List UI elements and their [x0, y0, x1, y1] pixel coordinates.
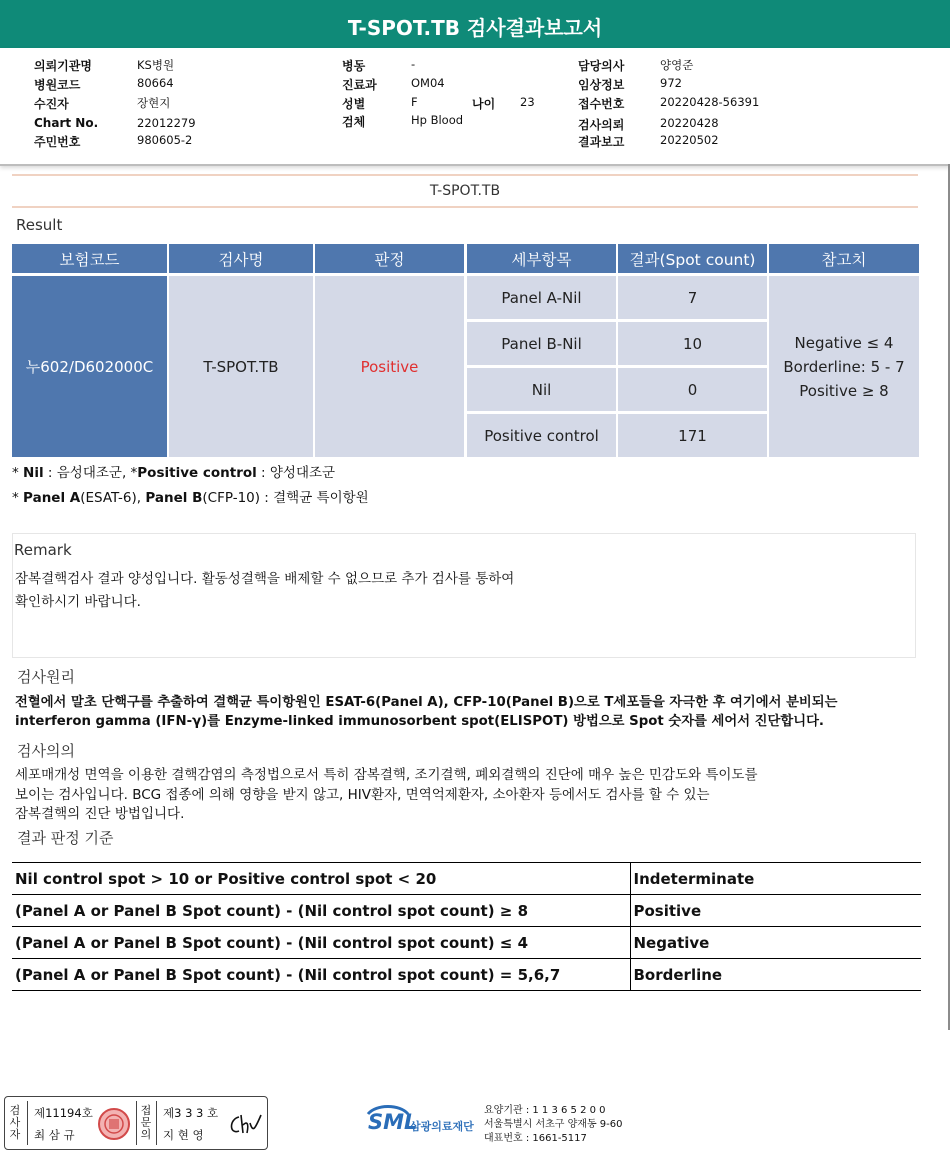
header-value: 980605-2 — [137, 133, 193, 147]
header-label: 검체 — [342, 115, 366, 129]
significance-line: 보이는 검사입니다. BCG 접종에 의해 영향을 받지 않고, HIV환자, 면역억제환자, 소아환자 등에서도 검사를 할 수 있는 — [15, 787, 710, 803]
examiner-label: 검 사 자 — [9, 1104, 21, 1141]
header-insurance-code: 보험코드 — [12, 244, 167, 273]
report-footer — [0, 1082, 950, 1160]
criteria-label: 결과 판정 기준 — [17, 829, 114, 847]
header-label: Chart No. — [34, 116, 99, 130]
table-row — [12, 927, 921, 959]
header-value: Hp Blood — [411, 113, 464, 127]
examiner-name: 최 삼 규 — [34, 1128, 75, 1142]
divider — [12, 174, 918, 176]
header-value: F — [411, 95, 418, 109]
detail-item-cell: Panel B-Nil — [467, 322, 616, 365]
result-table — [12, 244, 919, 457]
header-value: 22012279 — [137, 116, 196, 130]
significance-line: 잠복결핵의 진단 방법입니다. — [15, 806, 185, 822]
header-value: 20220428 — [660, 116, 719, 130]
header-value: 972 — [660, 76, 682, 90]
report-title: T-SPOT.TB 검사결과보고서 — [0, 0, 950, 48]
divider — [27, 1101, 28, 1145]
header-label: 병원코드 — [34, 78, 81, 92]
header-spot-count: 결과(Spot count) — [618, 244, 767, 273]
judgement-cell: Positive — [315, 276, 464, 457]
confirmer-name: 지 현 영 — [163, 1128, 204, 1142]
table-row — [12, 863, 921, 895]
confirmer-label: 접 문 의 — [140, 1104, 152, 1141]
significance-label: 검사의의 — [17, 742, 75, 760]
test-name-cell: T-SPOT.TB — [169, 276, 313, 457]
note-controls: * Nil : 음성대조군, *Positive control : 양성대조군 — [12, 465, 336, 481]
reference-borderline: Borderline: 5 - 7 — [783, 357, 905, 376]
remark-line: 잠복결핵검사 결과 양성입니다. 활동성결핵을 배제할 수 없으므로 추가 검사를 통하여 — [15, 571, 515, 587]
result-label: Result — [16, 216, 63, 234]
header-reference: 참고치 — [769, 244, 919, 273]
spot-count-cell: 171 — [618, 414, 767, 457]
confirmer-number: 제3 3 3 호 — [163, 1106, 219, 1120]
spot-count-cell: 7 — [618, 276, 767, 319]
header-value: OM04 — [411, 76, 445, 90]
examiner-number: 제11194호 — [34, 1106, 93, 1120]
header-judgement: 판정 — [315, 244, 464, 273]
principle-line: 전혈에서 말초 단핵구를 추출하여 결핵균 특이항원인 ESAT-6(Panel A), CFP-10(Panel B)으로 T세포들을 자극한 후 여기에서 분비되는 — [15, 695, 838, 710]
insurance-code-cell: 누602/D602000C — [12, 276, 167, 457]
header-label: 진료과 — [342, 78, 377, 92]
age-label: 나이 — [472, 97, 496, 111]
seal-icon — [97, 1107, 131, 1141]
header-label: 검사의뢰 — [578, 118, 625, 132]
header-label: 담당의사 — [578, 59, 625, 73]
remark-label: Remark — [14, 541, 72, 559]
header-value: KS병원 — [137, 58, 175, 72]
header-label: 접수번호 — [578, 97, 625, 111]
spot-count-cell: 10 — [618, 322, 767, 365]
header-value: 장현지 — [137, 96, 171, 110]
table-row — [12, 895, 921, 927]
header-label: 주민번호 — [34, 135, 81, 149]
org-phone: 대표번호 : 1661-5117 — [484, 1133, 587, 1144]
header-value: 20220502 — [660, 133, 719, 147]
criteria-table — [12, 862, 921, 991]
detail-item-cell: Panel A-Nil — [467, 276, 616, 319]
signature-box — [4, 1096, 268, 1150]
section-name: T-SPOT.TB — [429, 183, 501, 199]
signature-icon — [225, 1109, 265, 1139]
criteria-result: Borderline — [630, 959, 921, 991]
note-antigens: * Panel A(ESAT-6), Panel B(CFP-10) : 결핵균 특이항원 — [12, 490, 369, 506]
header-test-name: 검사명 — [169, 244, 313, 273]
spot-count-cell: 0 — [618, 368, 767, 411]
remark-line: 확인하시기 바랍니다. — [15, 594, 141, 610]
criteria-result: Positive — [630, 895, 921, 927]
org-address: 서울특별시 서초구 양재동 9-60 — [484, 1119, 623, 1130]
criteria-condition: (Panel A or Panel B Spot count) - (Nil control spot count) ≤ 4 — [12, 927, 630, 959]
patient-header — [0, 48, 950, 166]
header-label: 결과보고 — [578, 135, 625, 149]
header-label: 의뢰기관명 — [34, 59, 92, 73]
reference-negative: Negative ≤ 4 — [794, 333, 894, 352]
header-value: 80664 — [137, 76, 174, 90]
logo-text: SML — [368, 1110, 418, 1134]
principle-label: 검사원리 — [17, 668, 75, 686]
header-value: 양영준 — [660, 58, 694, 72]
criteria-condition: Nil control spot > 10 or Positive control spot < 20 — [12, 863, 630, 895]
header-label: 수진자 — [34, 97, 69, 111]
org-code: 요양기관 : 1 1 3 6 5 2 0 0 — [484, 1105, 606, 1116]
reference-positive: Positive ≥ 8 — [799, 381, 889, 400]
table-row — [12, 959, 921, 991]
reference-cell — [769, 276, 919, 457]
org-name: 삼광의료재단 — [410, 1120, 474, 1133]
principle-line: interferon gamma (IFN-γ)를 Enzyme-linked immunosorbent spot(ELISPOT) 방법으로 Spot 숫자를 세어서 진단합니다. — [15, 714, 824, 729]
significance-line: 세포매개성 면역을 이용한 결핵감염의 측정법으로서 특히 잠복결핵, 조기결핵, 폐외결핵의 진단에 매우 높은 민감도와 특이도를 — [15, 767, 758, 783]
header-label: 성별 — [342, 97, 366, 111]
divider — [156, 1101, 157, 1145]
detail-item-cell: Nil — [467, 368, 616, 411]
criteria-condition: (Panel A or Panel B Spot count) - (Nil control spot count) = 5,6,7 — [12, 959, 630, 991]
age-value: 23 — [520, 95, 535, 109]
header-label: 병동 — [342, 59, 366, 73]
org-info — [484, 1104, 623, 1146]
header-value: 20220428-56391 — [660, 95, 760, 109]
detail-item-cell: Positive control — [467, 414, 616, 457]
divider — [136, 1101, 137, 1145]
divider — [12, 206, 918, 208]
criteria-condition: (Panel A or Panel B Spot count) - (Nil control spot count) ≥ 8 — [12, 895, 630, 927]
header-label: 임상정보 — [578, 78, 625, 92]
criteria-result: Indeterminate — [630, 863, 921, 895]
criteria-result: Negative — [630, 927, 921, 959]
header-value: - — [411, 57, 416, 71]
header-detail-item: 세부항목 — [467, 244, 616, 273]
